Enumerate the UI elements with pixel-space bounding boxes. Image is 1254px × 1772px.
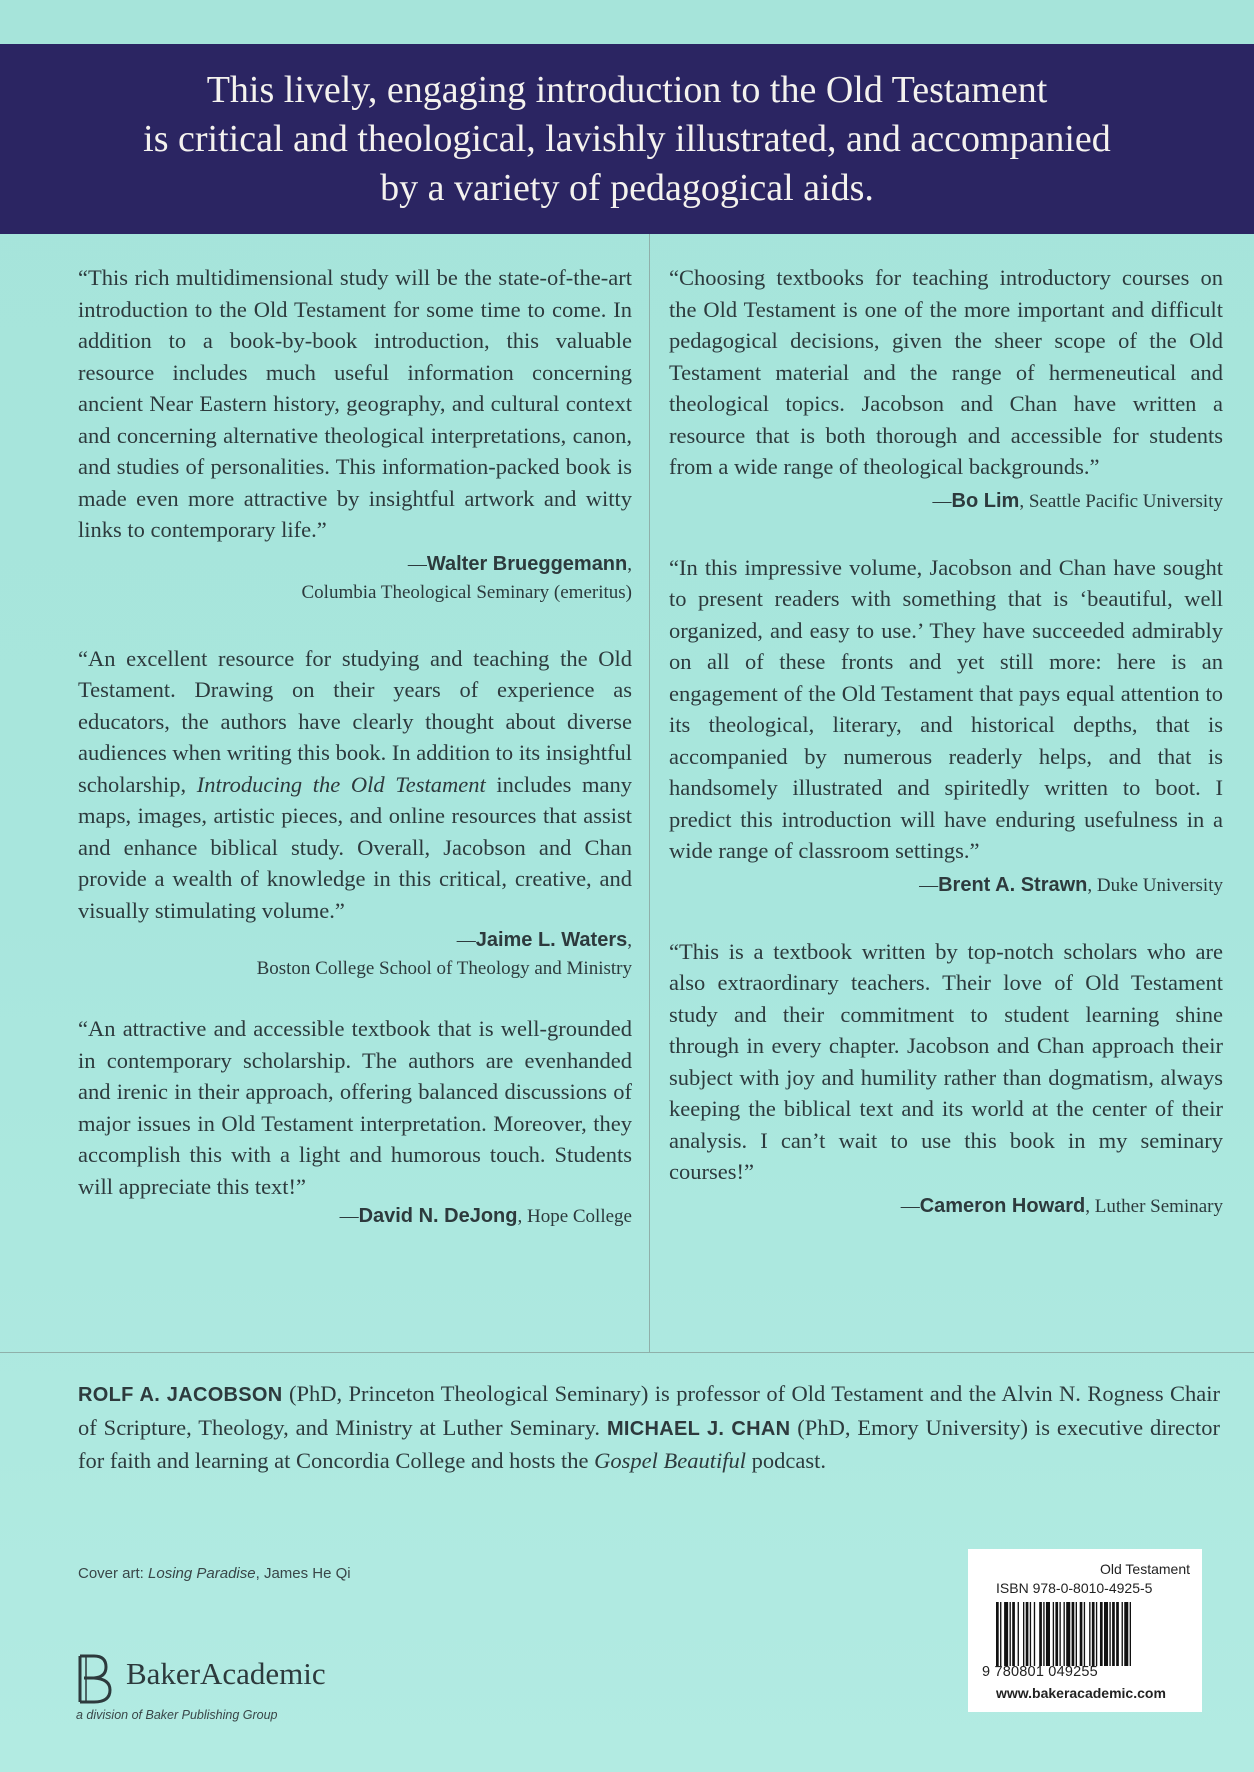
barcode-digits: 9 780801 049255 xyxy=(982,1664,1098,1680)
endorser-affiliation: Columbia Theological Seminary (emeritus) xyxy=(301,581,632,603)
endorser-affiliation: Boston College School of Theology and Ministry xyxy=(256,958,632,979)
barcode-bar xyxy=(1043,1602,1044,1666)
endorsement-quote: “An attractive and accessible textbook that is well-grounded in contemporary scholarship. The authors are evenhanded and irenic in their approach, offering balanced discussions of major issues in Old Testament interpretation. Moreover, they accomplish this with a light and humorous touch. Students will appreciate this text!” xyxy=(78,1016,632,1199)
barcode-bar xyxy=(1059,1602,1060,1666)
endorsement-quote: “This is a textbook written by top-notch scholars who are also extraordinary teachers. Their love of Old Testament study and their commitment to student learning shine through in every chapter. Jacobson and Chan approach their subject with joy and humility rather than dogmatism, always keeping the biblical text and its world at the center of their analysis. I can’t wait to use this book in my seminary courses!” xyxy=(669,938,1223,1184)
endorsement-attribution: —David N. DeJong, Hope College xyxy=(339,1205,632,1227)
barcode-bar xyxy=(1023,1602,1024,1666)
quote-text: includes many maps, images, artistic pieces, and online resources that assist and enhance biblical study. Overall, Jacobson and Chan provide a wealth of knowledge in this critical, creative, and visually stimulating volume.” xyxy=(78,771,632,923)
barcode-bar xyxy=(1122,1602,1123,1666)
endorsement-quote: “In this impressive volume, Jacobson and Chan have sought to present readers with something that is ‘beautiful, well organized, and easy to use.’ They have succeeded admirably on all of these fronts and yet still more: here is an engagement of the Old Testament that pays equal attention to its theological, literary, and historical depths, that is accompanied by numerous readerly helps, and that is handsomely illustrated and spiritedly written to boot. I predict this introduction will have enduring usefulness in a wide range of classroom settings.” xyxy=(669,554,1223,863)
baker-b-logo-icon xyxy=(74,1652,118,1706)
endorsements-left-column xyxy=(78,262,632,1267)
endorser-affiliation: Luther Seminary xyxy=(1094,1195,1223,1217)
endorsement-attribution: —Bo Lim, Seattle Pacific University xyxy=(932,489,1223,512)
barcode-bar xyxy=(1100,1602,1103,1666)
endorsement xyxy=(669,936,1223,1221)
barcode-bar xyxy=(1109,1602,1110,1666)
bio-text: (PhD, Emory University) is executive director for faith and learning at Concordia College and hosts the xyxy=(78,1414,1221,1473)
headline-banner xyxy=(0,44,1254,234)
barcode-bar xyxy=(1130,1602,1131,1666)
barcode-bar xyxy=(1076,1602,1077,1666)
endorsement-quote: “This rich multidimensional study will be the state-of-the-art introduction to the Old Testament for some time to come. In addition to a book-by-book introduction, this valuable resource includes much useful information concerning ancient Near Eastern history, geography, and cultural context and concerning alternative theological interpretations, canon, and studies of personalities. This information-packed book is made even more attractive by insightful artwork and witty links to contemporary life.” xyxy=(78,265,632,542)
barcode-bar xyxy=(1030,1602,1031,1666)
barcode-bar xyxy=(1039,1602,1042,1666)
section-divider xyxy=(0,1352,1254,1353)
barcode-bar xyxy=(1096,1602,1097,1666)
barcode-panel xyxy=(968,1549,1202,1712)
endorser-affiliation: Duke University xyxy=(1096,874,1223,896)
column-divider xyxy=(649,234,650,1352)
cover-art-label: Cover art: xyxy=(78,1565,149,1582)
barcode-bar xyxy=(1018,1602,1019,1666)
barcode-bar xyxy=(1104,1602,1108,1666)
barcode-bar xyxy=(1055,1602,1058,1666)
cover-art-credit xyxy=(78,1565,351,1582)
barcode-bar xyxy=(1034,1602,1035,1666)
podcast-title: Gospel Beautiful xyxy=(594,1448,746,1473)
publisher-url: www.bakeracademic.com xyxy=(996,1685,1166,1701)
endorsement-attribution: —Walter Brueggemann, Columbia Theological Seminary (emeritus) xyxy=(301,552,632,603)
endorser-name: Walter Brueggemann xyxy=(426,552,628,575)
endorser-name: Brent A. Strawn xyxy=(938,873,1088,896)
barcode-bar xyxy=(1026,1602,1029,1666)
barcode-bar xyxy=(1010,1602,1011,1666)
barcode-bar xyxy=(1053,1602,1054,1666)
endorser-affiliation: Hope College xyxy=(526,1206,632,1227)
author-bio xyxy=(78,1378,1220,1477)
bio-text: (PhD, Princeton Theological Seminary) is professor of Old Testament and the Alvin N. Rogness Chair of Scripture, Theology, and Ministry at Luther Seminary. xyxy=(78,1381,1220,1440)
publisher-tagline: a division of Baker Publishing Group xyxy=(76,1708,278,1722)
endorsements-right-column xyxy=(669,262,1223,1257)
barcode-bar xyxy=(1116,1602,1119,1666)
cover-art-title: Losing Paradise xyxy=(148,1565,256,1582)
endorsement-attribution: —Jaime L. Waters, Boston College School of Theology and Ministry xyxy=(256,929,632,979)
endorser-affiliation: Seattle Pacific University xyxy=(1028,490,1223,512)
endorsement xyxy=(669,262,1223,516)
endorsement-attribution: —Brent A. Strawn, Duke University xyxy=(919,873,1223,896)
headline-line-1: This lively, engaging introduction to the Old Testament xyxy=(206,69,1048,111)
headline-line-2: is critical and theological, lavishly illustrated, and accompanied xyxy=(143,118,1111,160)
barcode-bar xyxy=(1124,1602,1128,1666)
endorser-name: Cameron Howard xyxy=(919,1194,1086,1217)
endorsement-quote xyxy=(78,643,632,927)
publisher-name: BakerAcademic xyxy=(126,1656,326,1691)
barcode-bar xyxy=(1000,1602,1001,1666)
book-title: Introducing the Old Testament xyxy=(196,771,486,797)
author-name: MICHAEL J. CHAN xyxy=(606,1417,791,1440)
quote-text: “An excellent resource for studying and teaching the Old Testament. Drawing on their years of experience as educators, the authors have clearly thought about diverse audiences when writing this book. In addition to its insightful scholarship, xyxy=(78,645,632,797)
barcode-bar xyxy=(1080,1602,1083,1666)
barcode-bar xyxy=(1046,1602,1050,1666)
barcode-bar xyxy=(1072,1602,1075,1666)
author-name: ROLF A. JACOBSON xyxy=(78,1384,283,1406)
barcode-bar xyxy=(1092,1602,1095,1666)
barcode-category: Old Testament xyxy=(1099,1561,1190,1577)
barcode-bar xyxy=(1112,1602,1115,1666)
barcode-bar xyxy=(1084,1602,1085,1666)
endorsement-attribution: —Cameron Howard, Luther Seminary xyxy=(900,1194,1223,1217)
endorser-name: Jaime L. Waters xyxy=(475,929,628,951)
isbn-number: ISBN 978-0-8010-4925-5 xyxy=(996,1580,1153,1596)
endorsement xyxy=(78,262,632,607)
endorser-name: David N. DeJong xyxy=(358,1205,518,1227)
endorsement xyxy=(78,1013,632,1231)
headline-line-3: by a variety of pedagogical aids. xyxy=(380,167,874,209)
endorsement xyxy=(669,552,1223,900)
barcode-bar xyxy=(996,1602,999,1666)
publisher-logo xyxy=(74,1652,414,1732)
barcode-bar xyxy=(1089,1602,1090,1666)
bio-text: podcast. xyxy=(745,1448,826,1473)
barcode-bar xyxy=(1004,1602,1008,1666)
cover-art-artist: , James He Qi xyxy=(255,1565,351,1582)
barcode-bar xyxy=(1012,1602,1015,1666)
barcode-bar xyxy=(1064,1602,1065,1666)
endorsement-quote: “Choosing textbooks for teaching introductory courses on the Old Testament is one of the more important and difficult pedagogical decisions, given the sheer scope of the Old Testament material and the range of hermeneutical and theological topics. Jacobson and Chan have written a resource that is both thorough and accessible for students from a wide range of theological backgrounds.” xyxy=(669,265,1223,479)
barcode-icon xyxy=(996,1602,1186,1666)
endorser-name: Bo Lim xyxy=(951,489,1020,512)
endorsement xyxy=(78,643,632,984)
barcode-bar xyxy=(1066,1602,1070,1666)
